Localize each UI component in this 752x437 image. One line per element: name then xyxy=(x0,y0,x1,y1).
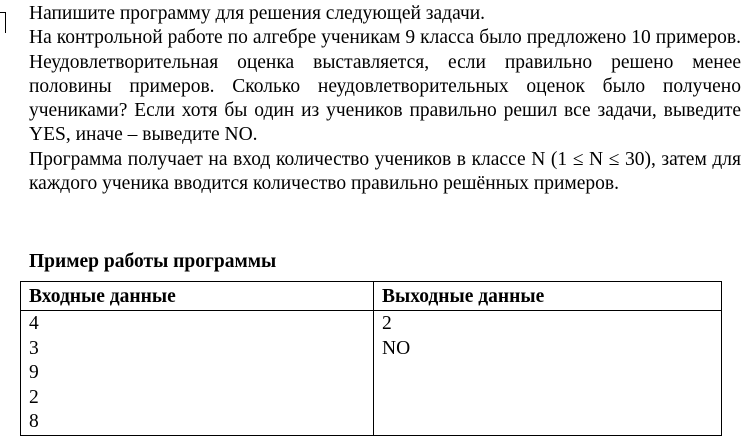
input-line: 3 xyxy=(29,337,39,359)
task-paragraph-input-format: Программа получает на вход количество учеников в классе N (1 ≤ N ≤ 30), затем для каждого ученика вводится количество правильно решённых примеров. xyxy=(29,148,741,195)
input-data-cell xyxy=(21,311,374,436)
output-line: 2 xyxy=(382,313,392,334)
example-table xyxy=(20,281,722,436)
task-heading: Напишите программу для решения следующей задачи. xyxy=(29,3,486,24)
task-statement xyxy=(29,2,741,196)
output-line: NO xyxy=(382,337,411,359)
example-table-header-row xyxy=(21,282,722,311)
input-column-header: Входные данные xyxy=(21,282,374,311)
input-line: 2 xyxy=(29,386,39,408)
task-paragraph-conditions: На контрольной работе по алгебре ученикам 9 класса было предложено 10 примеров. Неудовлетворительная оценка выставляется, если правильно решено менее половины примеров. Сколько неудовлетворительных оценок было получено учениками? Если хотя бы один из учеников правильно решил все задачи, выведите YES, иначе – выведите NO. xyxy=(29,27,741,146)
output-data-cell xyxy=(374,311,722,436)
input-line: 4 xyxy=(29,313,39,334)
output-column-header: Выходные данные xyxy=(374,282,722,311)
page-edge-marker xyxy=(0,12,6,33)
input-line: 9 xyxy=(29,362,39,383)
example-title: Пример работы программы xyxy=(29,251,277,272)
input-line: 8 xyxy=(29,411,39,432)
example-table-row xyxy=(21,311,722,436)
